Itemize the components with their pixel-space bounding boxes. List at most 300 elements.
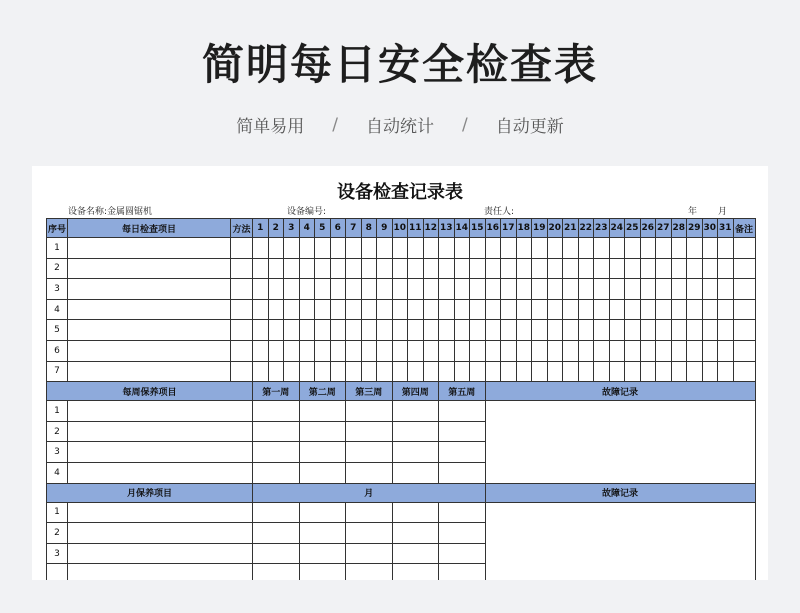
table-cell [640, 320, 656, 341]
table-cell [702, 340, 718, 361]
table-cell [377, 320, 393, 341]
row-number: 1 [47, 502, 68, 523]
header-day: 22 [578, 219, 594, 238]
table-cell [392, 502, 439, 523]
table-cell [625, 279, 641, 300]
table-cell [408, 340, 424, 361]
tagline [0, 112, 800, 137]
table-cell [516, 279, 532, 300]
table-cell [299, 320, 315, 341]
header-day: 16 [485, 219, 501, 238]
table-cell [253, 279, 269, 300]
table-row [47, 258, 756, 279]
table-cell [609, 279, 625, 300]
table-cell [47, 564, 68, 580]
row-number: 1 [47, 401, 68, 422]
header-day: 6 [330, 219, 346, 238]
row-number: 3 [47, 442, 68, 463]
table-cell [609, 320, 625, 341]
header-day: 12 [423, 219, 439, 238]
header-week: 第三周 [346, 382, 393, 401]
table-cell [563, 279, 579, 300]
table-cell [377, 340, 393, 361]
table-cell [68, 320, 231, 341]
table-cell [231, 299, 253, 320]
table-cell [346, 320, 362, 341]
table-cell [485, 279, 501, 300]
table-cell [315, 279, 331, 300]
table-cell [671, 320, 687, 341]
table-cell [268, 320, 284, 341]
responsible-person: 责任人: [484, 207, 515, 217]
table-cell [68, 340, 231, 361]
header-note: 备注 [733, 219, 755, 238]
table-cell [594, 340, 610, 361]
row-number: 2 [47, 523, 68, 544]
table-cell [423, 279, 439, 300]
header-day: 21 [563, 219, 579, 238]
table-cell [68, 421, 253, 442]
table-cell [68, 543, 253, 564]
table-cell [284, 361, 300, 382]
table-cell [299, 502, 346, 523]
header-week: 第二周 [299, 382, 346, 401]
table-cell [299, 442, 346, 463]
table-cell [392, 279, 408, 300]
table-cell [253, 238, 269, 259]
fault-record-area [485, 401, 755, 483]
table-cell [361, 279, 377, 300]
table-cell [532, 299, 548, 320]
table-row [47, 502, 756, 523]
header-day: 24 [609, 219, 625, 238]
table-cell [485, 361, 501, 382]
table-row [47, 340, 756, 361]
row-number: 2 [47, 421, 68, 442]
table-cell [377, 279, 393, 300]
table-cell [702, 279, 718, 300]
header-week: 第五周 [439, 382, 486, 401]
table-cell [408, 361, 424, 382]
table-cell [392, 361, 408, 382]
table-cell [268, 238, 284, 259]
table-cell [501, 279, 517, 300]
table-cell [470, 320, 486, 341]
header-day: 30 [702, 219, 718, 238]
header-day: 26 [640, 219, 656, 238]
table-cell [346, 258, 362, 279]
table-cell [733, 299, 755, 320]
table-cell [625, 258, 641, 279]
header-day: 5 [315, 219, 331, 238]
header-daily-item: 每日检查项目 [68, 219, 231, 238]
table-row [47, 279, 756, 300]
equipment-no: 设备编号: [287, 207, 327, 217]
header-month: 月 [253, 483, 486, 502]
table-cell [439, 361, 455, 382]
table-cell [640, 279, 656, 300]
table-cell [470, 238, 486, 259]
row-number: 7 [47, 361, 68, 382]
table-cell [346, 543, 393, 564]
table-cell [299, 299, 315, 320]
table-cell [578, 299, 594, 320]
table-cell [392, 421, 439, 442]
table-cell [671, 299, 687, 320]
table-cell [532, 320, 548, 341]
table-cell [346, 442, 393, 463]
table-cell [485, 299, 501, 320]
header-day: 9 [377, 219, 393, 238]
table-cell [687, 238, 703, 259]
table-cell [253, 564, 300, 580]
table-cell [485, 320, 501, 341]
table-cell [439, 421, 486, 442]
table-cell [392, 543, 439, 564]
table-cell [594, 258, 610, 279]
table-cell [361, 299, 377, 320]
table-cell [501, 361, 517, 382]
row-number: 1 [47, 238, 68, 259]
table-cell [299, 523, 346, 544]
table-cell [532, 238, 548, 259]
row-number: 4 [47, 299, 68, 320]
table-cell [330, 279, 346, 300]
header-weekly-item: 每周保养项目 [47, 382, 253, 401]
header-fault-record: 故障记录 [485, 382, 755, 401]
table-cell [68, 442, 253, 463]
table-cell [656, 279, 672, 300]
table-cell [733, 340, 755, 361]
table-cell [346, 462, 393, 483]
table-cell [439, 462, 486, 483]
table-cell [330, 361, 346, 382]
table-cell [377, 258, 393, 279]
table-cell [299, 543, 346, 564]
row-number: 3 [47, 279, 68, 300]
tag-easy: 简单易用 [236, 117, 305, 137]
table-cell [231, 361, 253, 382]
table-cell [284, 340, 300, 361]
table-cell [231, 340, 253, 361]
table-cell [253, 442, 300, 463]
month-label: 月 [718, 207, 728, 217]
table-cell [563, 340, 579, 361]
table-cell [377, 361, 393, 382]
table-cell [253, 421, 300, 442]
table-cell [253, 462, 300, 483]
table-cell [392, 340, 408, 361]
table-cell [671, 258, 687, 279]
table-cell [516, 340, 532, 361]
table-cell [392, 401, 439, 422]
table-cell [702, 320, 718, 341]
table-cell [284, 320, 300, 341]
header-fault-record: 故障记录 [485, 483, 755, 502]
table-cell [268, 299, 284, 320]
table-cell [625, 238, 641, 259]
table-cell [392, 523, 439, 544]
table-cell [470, 279, 486, 300]
table-cell [547, 238, 563, 259]
table-cell [268, 258, 284, 279]
table-cell [68, 462, 253, 483]
table-cell [671, 361, 687, 382]
table-cell [315, 361, 331, 382]
table-cell [268, 279, 284, 300]
sheet-title: 设备检查记录表 [337, 182, 463, 203]
header-day: 7 [346, 219, 362, 238]
header-day: 18 [516, 219, 532, 238]
header-day: 28 [671, 219, 687, 238]
table-cell [702, 238, 718, 259]
table-cell [377, 299, 393, 320]
header-week: 第四周 [392, 382, 439, 401]
table-cell [392, 238, 408, 259]
table-cell [423, 340, 439, 361]
table-cell [485, 238, 501, 259]
table-cell [547, 258, 563, 279]
table-cell [470, 258, 486, 279]
header-day: 29 [687, 219, 703, 238]
table-cell [439, 401, 486, 422]
table-cell [253, 340, 269, 361]
table-cell [299, 462, 346, 483]
table-cell [408, 238, 424, 259]
table-cell [392, 320, 408, 341]
table-cell [346, 421, 393, 442]
table-cell [439, 299, 455, 320]
header-day: 15 [470, 219, 486, 238]
table-cell [578, 258, 594, 279]
table-cell [284, 238, 300, 259]
table-cell [718, 279, 734, 300]
table-cell [516, 238, 532, 259]
table-cell [718, 238, 734, 259]
header-day: 25 [625, 219, 641, 238]
table-cell [299, 238, 315, 259]
table-cell [501, 258, 517, 279]
table-cell [346, 564, 393, 580]
table-cell [299, 401, 346, 422]
table-cell [346, 361, 362, 382]
table-cell [547, 320, 563, 341]
table-cell [578, 340, 594, 361]
table-cell [656, 238, 672, 259]
table-cell [687, 320, 703, 341]
table-cell [656, 361, 672, 382]
table-row [47, 238, 756, 259]
header-day: 4 [299, 219, 315, 238]
header-day: 23 [594, 219, 610, 238]
table-cell [361, 258, 377, 279]
table-cell [640, 340, 656, 361]
table-cell [516, 361, 532, 382]
table-cell [454, 340, 470, 361]
table-cell [687, 340, 703, 361]
table-cell [268, 340, 284, 361]
table-cell [656, 340, 672, 361]
table-cell [609, 258, 625, 279]
table-cell [702, 361, 718, 382]
table-cell [671, 340, 687, 361]
tag-separator: / [332, 114, 338, 135]
table-cell [594, 238, 610, 259]
spreadsheet-preview [32, 166, 768, 580]
table-cell [501, 340, 517, 361]
table-cell [470, 340, 486, 361]
table-cell [377, 238, 393, 259]
table-cell [454, 279, 470, 300]
table-cell [733, 258, 755, 279]
header-day: 17 [501, 219, 517, 238]
table-cell [253, 401, 300, 422]
header-day: 13 [439, 219, 455, 238]
table-cell [687, 258, 703, 279]
header-monthly-item: 月保养项目 [47, 483, 253, 502]
table-cell [330, 299, 346, 320]
table-cell [609, 238, 625, 259]
table-cell [454, 238, 470, 259]
table-cell [687, 361, 703, 382]
table-cell [330, 340, 346, 361]
table-cell [563, 361, 579, 382]
table-cell [733, 361, 755, 382]
header-day: 1 [253, 219, 269, 238]
table-cell [470, 361, 486, 382]
table-cell [361, 361, 377, 382]
table-cell [454, 258, 470, 279]
table-cell [253, 320, 269, 341]
table-cell [392, 258, 408, 279]
table-cell [361, 320, 377, 341]
table-cell [68, 361, 231, 382]
table-cell [439, 543, 486, 564]
table-cell [439, 564, 486, 580]
row-number: 5 [47, 320, 68, 341]
table-cell [346, 401, 393, 422]
table-cell [625, 320, 641, 341]
table-cell [231, 238, 253, 259]
table-cell [299, 279, 315, 300]
table-row [47, 401, 756, 422]
table-cell [315, 258, 331, 279]
table-cell [687, 279, 703, 300]
page-title: 简明每日安全检查表 [201, 40, 598, 89]
header-day: 8 [361, 219, 377, 238]
header-day: 31 [718, 219, 734, 238]
table-cell [718, 258, 734, 279]
table-cell [501, 299, 517, 320]
table-cell [423, 299, 439, 320]
table-cell [392, 462, 439, 483]
table-cell [361, 340, 377, 361]
table-cell [439, 258, 455, 279]
table-cell [299, 361, 315, 382]
table-cell [578, 279, 594, 300]
table-cell [594, 361, 610, 382]
weekly-header-row [47, 382, 756, 401]
inspection-table [46, 218, 756, 580]
table-cell [315, 320, 331, 341]
year-label: 年 [688, 207, 698, 217]
table-cell [532, 340, 548, 361]
header-day: 2 [268, 219, 284, 238]
table-cell [485, 258, 501, 279]
table-cell [718, 320, 734, 341]
daily-header-row [47, 219, 756, 238]
table-cell [501, 238, 517, 259]
table-cell [231, 258, 253, 279]
table-cell [423, 320, 439, 341]
table-cell [594, 320, 610, 341]
table-cell [299, 564, 346, 580]
table-cell [563, 299, 579, 320]
table-cell [68, 238, 231, 259]
table-cell [733, 320, 755, 341]
table-cell [68, 502, 253, 523]
table-cell [656, 258, 672, 279]
header-day: 3 [284, 219, 300, 238]
header-day: 14 [454, 219, 470, 238]
table-cell [423, 361, 439, 382]
table-cell [516, 258, 532, 279]
table-cell [330, 320, 346, 341]
table-cell [346, 502, 393, 523]
table-cell [392, 442, 439, 463]
table-cell [284, 279, 300, 300]
table-cell [516, 320, 532, 341]
table-cell [609, 299, 625, 320]
table-cell [408, 299, 424, 320]
table-cell [439, 523, 486, 544]
table-cell [68, 564, 253, 580]
table-cell [346, 279, 362, 300]
table-cell [671, 238, 687, 259]
table-cell [439, 502, 486, 523]
table-cell [733, 238, 755, 259]
table-cell [609, 340, 625, 361]
row-number: 6 [47, 340, 68, 361]
table-cell [330, 238, 346, 259]
table-cell [454, 320, 470, 341]
table-cell [640, 299, 656, 320]
table-cell [625, 340, 641, 361]
table-cell [423, 258, 439, 279]
table-cell [346, 523, 393, 544]
table-cell [547, 361, 563, 382]
table-cell [547, 299, 563, 320]
table-cell [439, 340, 455, 361]
table-cell [501, 320, 517, 341]
table-cell [68, 401, 253, 422]
header-day: 10 [392, 219, 408, 238]
table-cell [68, 523, 253, 544]
table-cell [625, 361, 641, 382]
table-cell [408, 258, 424, 279]
table-cell [68, 258, 231, 279]
table-cell [563, 238, 579, 259]
table-cell [718, 299, 734, 320]
table-cell [315, 238, 331, 259]
table-cell [532, 258, 548, 279]
table-row [47, 299, 756, 320]
header-day: 11 [408, 219, 424, 238]
table-cell [253, 258, 269, 279]
table-cell [625, 299, 641, 320]
header-day: 27 [656, 219, 672, 238]
table-cell [253, 299, 269, 320]
